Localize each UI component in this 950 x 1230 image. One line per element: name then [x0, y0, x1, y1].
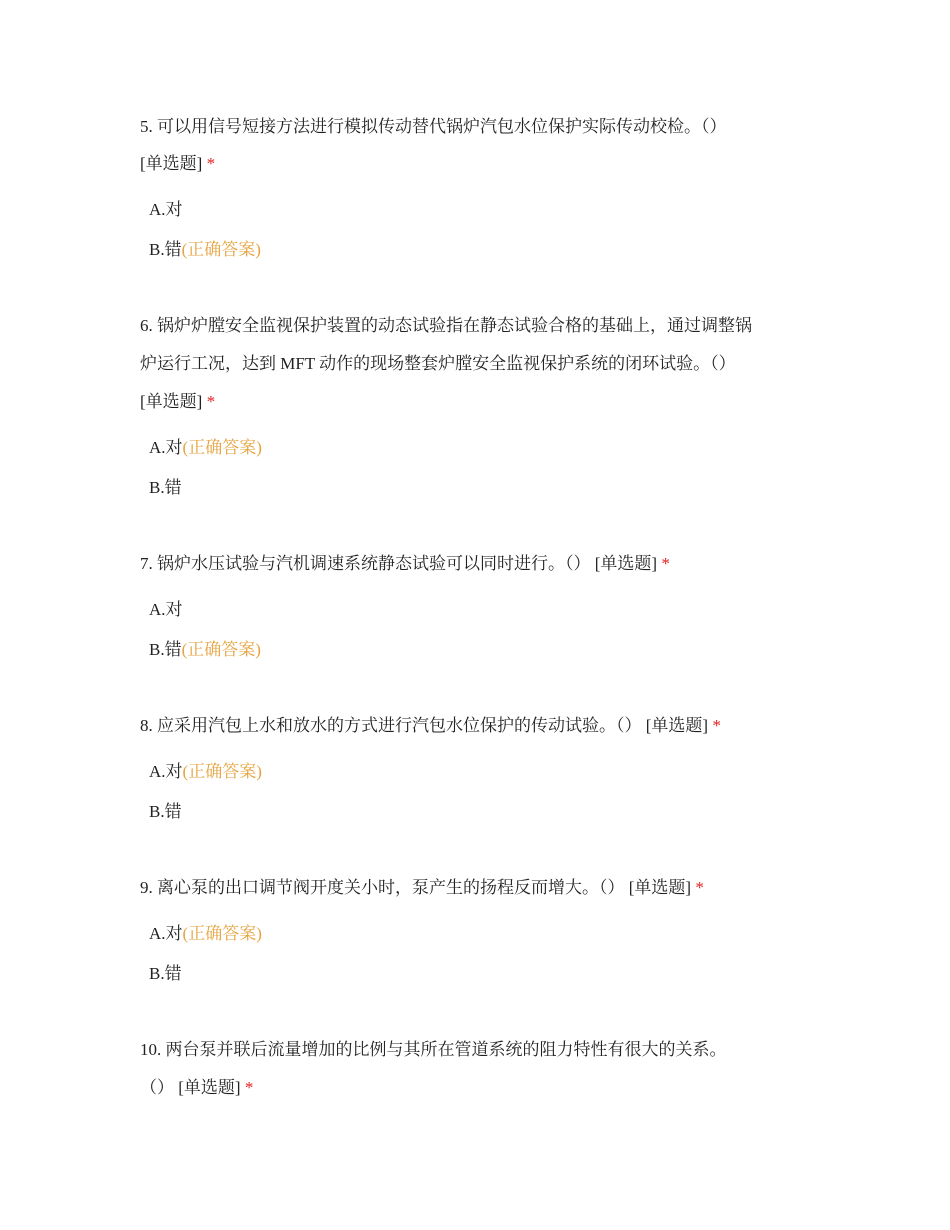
required-mark: * — [661, 554, 670, 573]
required-mark: * — [695, 878, 704, 897]
question-9-text: 9. 离心泵的出口调节阀开度关小时，泵产生的扬程反而增大。（） [单选题] * — [140, 878, 704, 897]
correct-answer-note: (正确答案) — [181, 240, 261, 259]
question-type-label: [单选题] — [178, 1078, 241, 1097]
question-5-meta — [140, 154, 830, 174]
question-6-meta — [140, 392, 830, 412]
question-6-text-line-1: 6. 锅炉炉膛安全监视保护装置的动态试验指在静态试验合格的基础上，通过调整锅 — [140, 316, 752, 335]
required-mark: * — [244, 1078, 254, 1097]
question-10-text-line-1: 10. 两台泵并联后流量增加的比例与其所在管道系统的阻力特性有很大的关系。 — [140, 1040, 727, 1059]
question-6-option-b[interactable]: B.错 — [149, 478, 182, 497]
required-mark: * — [206, 392, 216, 411]
question-type-label: [单选题] — [140, 392, 203, 411]
question-8-option-b[interactable]: B.错 — [149, 802, 182, 821]
question-7-option-b[interactable]: B.错(正确答案) — [149, 640, 261, 659]
correct-answer-note: (正确答案) — [182, 924, 262, 943]
question-9-option-b[interactable]: B.错 — [149, 964, 182, 983]
question-5-option-a[interactable]: A.对 — [149, 200, 183, 219]
correct-answer-note: (正确答案) — [182, 438, 262, 457]
question-type-label: [单选题] — [645, 716, 709, 735]
question-7-option-a[interactable]: A.对 — [149, 600, 183, 619]
correct-answer-note: (正确答案) — [181, 640, 261, 659]
correct-answer-note: (正确答案) — [182, 762, 262, 781]
required-mark: * — [206, 154, 216, 173]
question-7-text: 7. 锅炉水压试验与汽机调速系统静态试验可以同时进行。（） [单选题] * — [140, 554, 670, 573]
question-type-label: [单选题] — [140, 154, 203, 173]
question-9-option-a[interactable]: A.对(正确答案) — [149, 924, 262, 943]
question-8-option-a[interactable]: A.对(正确答案) — [149, 762, 262, 781]
question-type-label: [单选题] — [628, 878, 692, 897]
question-type-label: [单选题] — [594, 554, 658, 573]
question-6-text-line-2: 炉运行工况，达到 MFT 动作的现场整套炉膛安全监视保护系统的闭环试验。（） — [140, 354, 736, 373]
question-8-text: 8. 应采用汽包上水和放水的方式进行汽包水位保护的传动试验。（） [单选题] * — [140, 716, 721, 735]
question-5-text: 5. 可以用信号短接方法进行模拟传动替代锅炉汽包水位保护实际传动校检。（） — [140, 117, 727, 136]
question-5-option-b[interactable]: B.错(正确答案) — [149, 240, 261, 259]
question-6-option-a[interactable]: A.对(正确答案) — [149, 438, 262, 457]
required-mark: * — [712, 716, 721, 735]
question-10-text-line-2: （） [单选题] * — [140, 1078, 254, 1097]
